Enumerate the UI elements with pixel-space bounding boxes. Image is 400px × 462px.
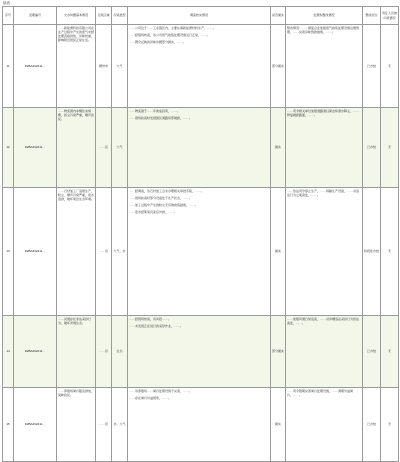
cell-type: 大气、水	[112, 188, 128, 316]
header-id: 受理编号	[14, 7, 57, 25]
cell-id: D2BA202211…	[14, 188, 57, 316]
cell-investigation	[128, 188, 271, 316]
header-type: 污染类型	[112, 7, 128, 25]
table-row	[3, 388, 399, 462]
cell-investigation	[128, 388, 271, 462]
cell-accountability: 无	[381, 25, 399, 108]
cell-summary: ……养殖场粪污随意排放，臭味扰民。	[57, 388, 96, 462]
cell-area: ……区	[96, 108, 112, 188]
cell-summary: ……石材加工厂违规生产，粉尘、噪声污染严重，废水直排，破坏周边生态环境。	[57, 188, 96, 316]
cell-id: D2BA202211…	[14, 388, 57, 462]
cell-status: 已办结	[363, 108, 381, 188]
cell-index: 14	[3, 316, 14, 388]
cell-id: D2BA202211…	[14, 25, 57, 108]
header-handling: 处理和整改情况	[286, 7, 363, 25]
cell-accountability: 无	[381, 316, 399, 388]
cell-index: 12	[3, 108, 14, 188]
header-row	[3, 7, 399, 25]
cell-accountability: 无	[381, 188, 399, 316]
header-index: 序号	[3, 7, 14, 25]
cell-summary: ……河道存在非法采砂行为，破坏河道生态。	[57, 316, 96, 388]
cell-area: ……县	[96, 316, 112, 388]
cell-area: ……县	[96, 388, 112, 462]
investigation-paragraph: ……现场检查时发现园区道路局部破损，……。	[129, 116, 193, 121]
investigation-paragraph: ……公司位于……工业园区内，主要从事新能源材料生产，……。	[129, 26, 217, 30]
cell-index: 15	[3, 388, 14, 462]
header-area: 行政区域	[96, 7, 112, 25]
investigation-paragraph: ……加工过程中产生的粉尘无有效收集措施，……。	[129, 203, 199, 208]
investigation-paragraph: ……未发现正在进行的采砂作业，……。	[129, 324, 184, 329]
investigation-paragraph: ……现场检查时部分设备处于生产状态，……。	[129, 196, 193, 201]
header-status: 整改状态	[363, 7, 381, 25]
cell-summary: ……新能源科技有限公司在生产过程中产生的废气未经处理直接排放，异味较重，影响附近居民正常生活。	[57, 25, 96, 108]
cell-area: 柳州市	[96, 25, 112, 108]
corner-label: 续表	[3, 1, 10, 5]
header-accountability: 责任人员被问责情况	[381, 7, 399, 25]
investigation-paragraph: ……废水经简易沉淀后外排，……。	[129, 210, 178, 215]
header-verdict: 是否属实	[271, 7, 286, 25]
cell-summary: ……物流园内车辆往来频繁，扬尘污染严重，噪声扰民。	[57, 108, 96, 188]
cell-handling: 整改情况：……督促企业加强废气收集处理设施运维管理，……完善异味管控措施，……。	[286, 25, 363, 108]
investigation-paragraph: ……经现场核查，该河段……。	[129, 317, 172, 321]
cell-status: 已办结	[363, 388, 381, 462]
investigation-paragraph: ……经调查，该石材加工点未办理相关审批手续，……。	[129, 189, 205, 193]
header-investigation: 调查核实情况	[128, 7, 271, 25]
cell-handling: ……依法责令停止生产，……拆除生产设备，……对违法行为立案查处，……。	[286, 188, 363, 316]
header-summary: 交办问题基本情况	[57, 7, 96, 25]
cell-type: 水、大气	[112, 388, 128, 462]
cell-verdict: 部分属实	[271, 25, 286, 108]
cell-investigation	[128, 108, 271, 188]
cell-status: 已办结	[363, 25, 381, 108]
cell-index: 11	[3, 25, 14, 108]
table-row	[3, 188, 399, 316]
cell-handling: ……加强河道日常巡查，……对涉嫌违法采砂行为依法查处，……。	[286, 316, 363, 388]
investigation-paragraph: ……该养殖场……粪污处理设施不完善，……。	[129, 389, 193, 393]
cell-index: 13	[3, 188, 14, 316]
cell-type: 大气	[112, 25, 128, 108]
cell-id: D2BA202211…	[14, 316, 57, 388]
investigation-paragraph: ……存在粪污外溢现象，……。	[129, 396, 172, 401]
cell-verdict: 属实	[271, 108, 286, 188]
cell-id: D2BA202211…	[14, 108, 57, 188]
cell-verdict: 属实	[271, 388, 286, 462]
cell-status: 阶段性办结	[363, 188, 381, 316]
cell-area: ……县	[96, 188, 112, 316]
cell-investigation	[128, 316, 271, 388]
cell-accountability: 无	[381, 108, 399, 188]
cell-handling: ……责令相关单位加强道路清扫保洁和洒水降尘，……修复破损路面，……。	[286, 108, 363, 188]
cell-verdict: 属实	[271, 188, 286, 316]
cell-verdict: 部分属实	[271, 316, 286, 388]
investigation-paragraph: ……经现场核查，该公司废气收集处理设施运行正常，……。	[129, 33, 211, 38]
table-row	[3, 316, 399, 388]
investigation-paragraph: ……群众反映的异味问题部分属实，……。	[129, 40, 187, 45]
cell-status: 已办结	[363, 316, 381, 388]
table-row	[3, 108, 399, 188]
table-row	[3, 25, 399, 108]
cell-type: 大气	[112, 108, 128, 188]
investigation-paragraph: ……物流园于……年建成投用，……。	[129, 109, 181, 113]
case-table	[2, 6, 399, 462]
cell-type: 生态	[112, 316, 128, 388]
cell-handling: ……责令限期完善粪污处理设施，……清理外溢粪污，……。	[286, 388, 363, 462]
cell-investigation	[128, 25, 271, 108]
cell-accountability: 无	[381, 388, 399, 462]
